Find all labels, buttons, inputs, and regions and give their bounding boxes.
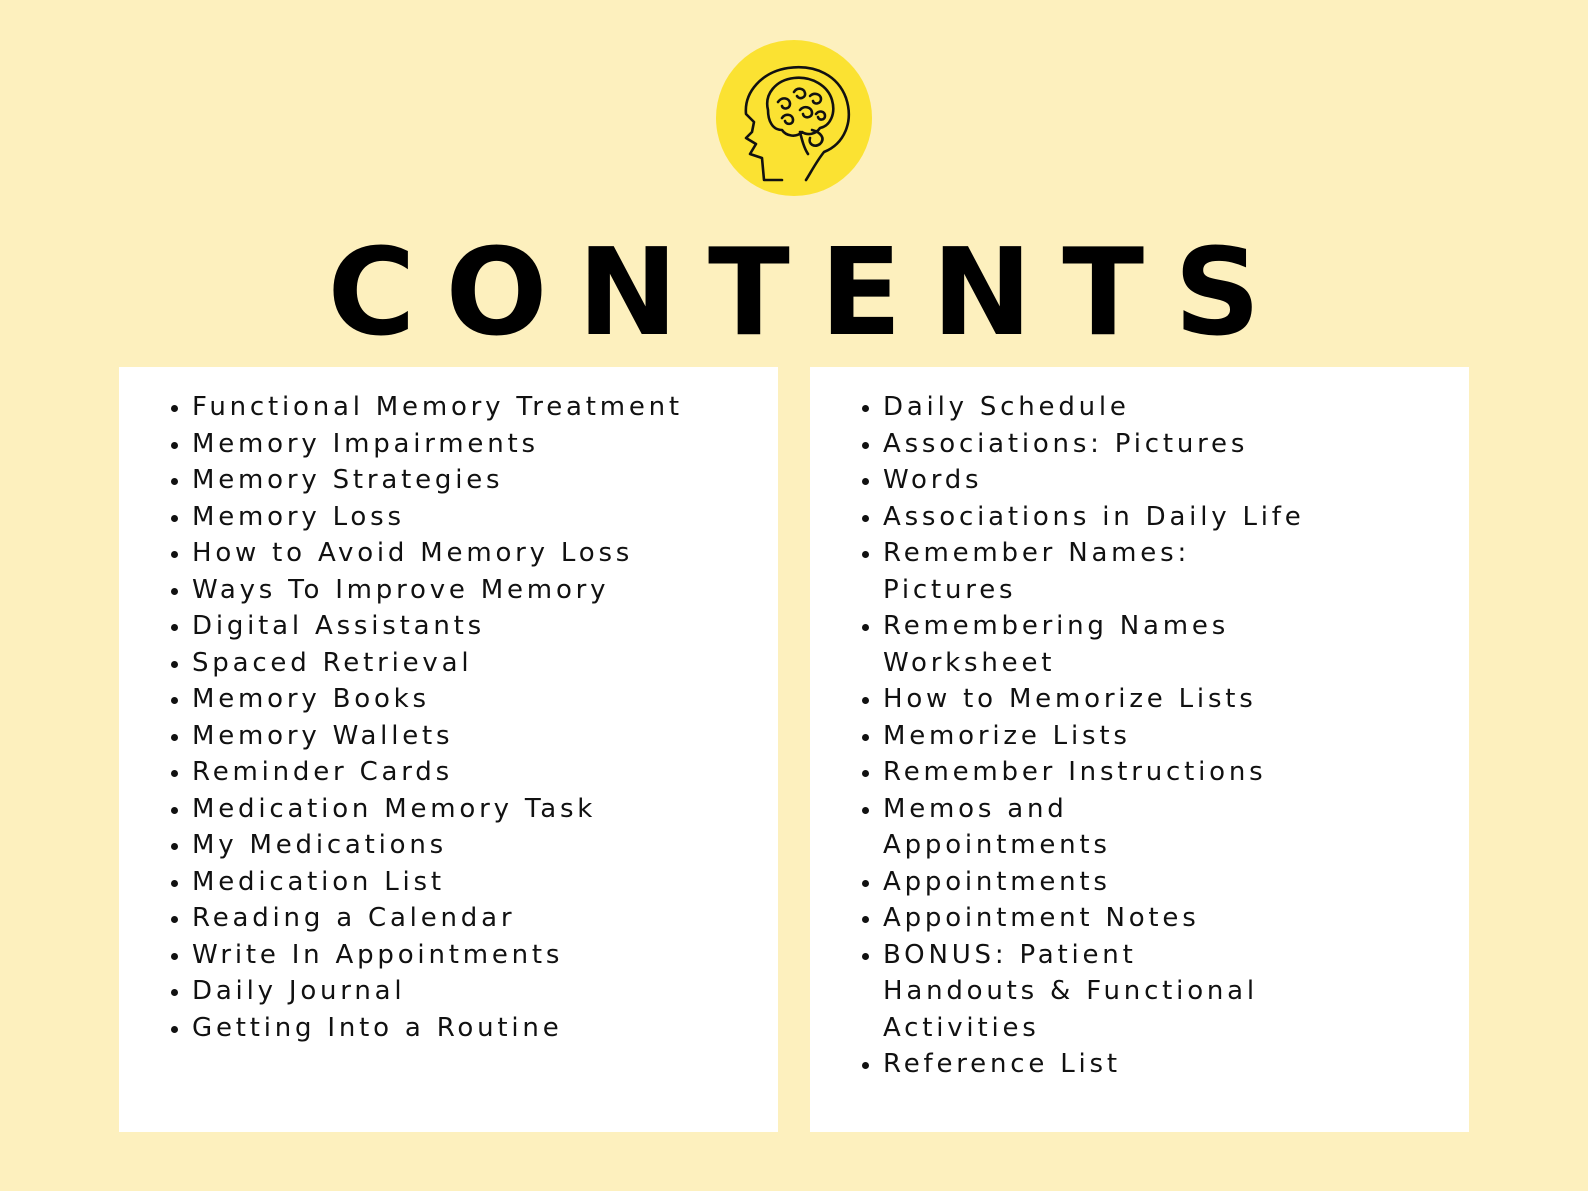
right-contents-panel [810,367,1469,1132]
left-contents-list [169,389,768,1046]
contents-item-text: Memory Impairments [192,428,539,459]
left-contents-panel [119,367,778,1132]
brain-head-icon [716,40,872,196]
contents-item [860,900,1459,937]
contents-item-text: Remember Instructions [883,757,1267,787]
bullet-icon [171,624,178,631]
bullet-icon [862,697,869,704]
contents-item-text: Remember Names: [883,538,1191,568]
contents-item [169,426,768,463]
contents-item-text: How to Avoid Memory Loss [192,538,634,568]
bullet-icon [862,770,869,777]
bullet-icon [171,734,178,741]
bullet-icon [171,478,178,485]
contents-item-text: Medication List [192,866,445,897]
contents-item [169,900,768,937]
logo [716,40,872,196]
bullet-icon [862,624,869,631]
bullet-icon [171,697,178,704]
contents-item [860,791,1459,864]
contents-item-text: Daily Journal [192,976,406,1006]
bullet-icon [862,880,869,887]
contents-item [860,389,1459,426]
bullet-icon [862,734,869,741]
bullet-icon [171,880,178,887]
contents-item [169,1010,768,1047]
bullet-icon [171,661,178,668]
contents-item-text: Reference List [883,1049,1121,1079]
contents-item [169,572,768,609]
bullet-icon [862,1062,869,1069]
contents-item-text: Worksheet [883,647,1056,678]
contents-item-text: Associations: Pictures [883,428,1249,459]
contents-item [169,864,768,901]
contents-item-text: Functional Memory Treatment [192,392,683,422]
contents-item-text: Memorize Lists [883,720,1131,751]
contents-item [169,608,768,645]
contents-item-text: Appointments [883,830,1111,860]
contents-item [860,1046,1459,1083]
bullet-icon [171,1026,178,1033]
contents-item [169,827,768,864]
contents-item [169,718,768,755]
contents-item-text: Associations in Daily Life [883,501,1305,532]
contents-item-text: Write In Appointments [192,939,564,970]
contents-item-text: Remembering Names [883,611,1230,641]
bullet-icon [862,442,869,449]
bullet-icon [171,588,178,595]
bullet-icon [171,770,178,777]
contents-item-text: Words [883,465,983,495]
bullet-icon [171,989,178,996]
bullet-icon [862,916,869,923]
bullet-icon [862,478,869,485]
contents-item-text: Memory Wallets [192,720,454,751]
contents-item [169,645,768,682]
contents-item [860,426,1459,463]
contents-item [169,681,768,718]
bullet-icon [171,953,178,960]
contents-item-text: Appointment Notes [883,903,1200,933]
bullet-icon [862,953,869,960]
contents-item [860,462,1459,499]
contents-item [169,389,768,426]
contents-item-text: Ways To Improve Memory [192,574,610,605]
contents-item-text: Getting Into a Routine [192,1012,563,1043]
bullet-icon [171,551,178,558]
contents-item-text: How to Memorize Lists [883,684,1257,714]
contents-item [860,535,1459,608]
bullet-icon [171,807,178,814]
bullet-icon [171,405,178,412]
contents-item [860,754,1459,791]
contents-item-text: Spaced Retrieval [192,647,473,678]
contents-item-text: Handouts & Functional [883,976,1258,1006]
contents-item [860,864,1459,901]
contents-item-text: Daily Schedule [883,392,1130,422]
bullet-icon [171,515,178,522]
contents-item-text: My Medications [192,830,448,860]
contents-item [860,608,1459,681]
bullet-icon [862,405,869,412]
contents-item-text: Pictures [883,574,1017,605]
bullet-icon [171,442,178,449]
bullet-icon [862,515,869,522]
contents-item [169,499,768,536]
contents-item-text: Memory Loss [192,501,405,532]
contents-item-text: Memory Books [192,684,430,714]
bullet-icon [171,916,178,923]
contents-item [860,937,1459,1047]
contents-item-text: Reminder Cards [192,757,453,787]
contents-item [169,754,768,791]
contents-item-text: Activities [883,1012,1040,1043]
contents-item [169,973,768,1010]
contents-item-text: BONUS: Patient [883,939,1137,970]
right-contents-list [860,389,1459,1083]
contents-item [860,681,1459,718]
bullet-icon [171,843,178,850]
bullet-icon [862,551,869,558]
contents-item [860,718,1459,755]
contents-item-text: Digital Assistants [192,611,485,641]
contents-item-text: Appointments [883,866,1111,897]
contents-item-text: Memos and [883,793,1068,824]
contents-item [169,791,768,828]
contents-item-text: Memory Strategies [192,465,504,495]
contents-item-text: Reading a Calendar [192,903,516,933]
contents-item [169,535,768,572]
contents-item [169,937,768,974]
contents-item [860,499,1459,536]
page-title: CONTENTS [327,224,1291,363]
bullet-icon [862,807,869,814]
contents-item [169,462,768,499]
contents-item-text: Medication Memory Task [192,793,597,824]
